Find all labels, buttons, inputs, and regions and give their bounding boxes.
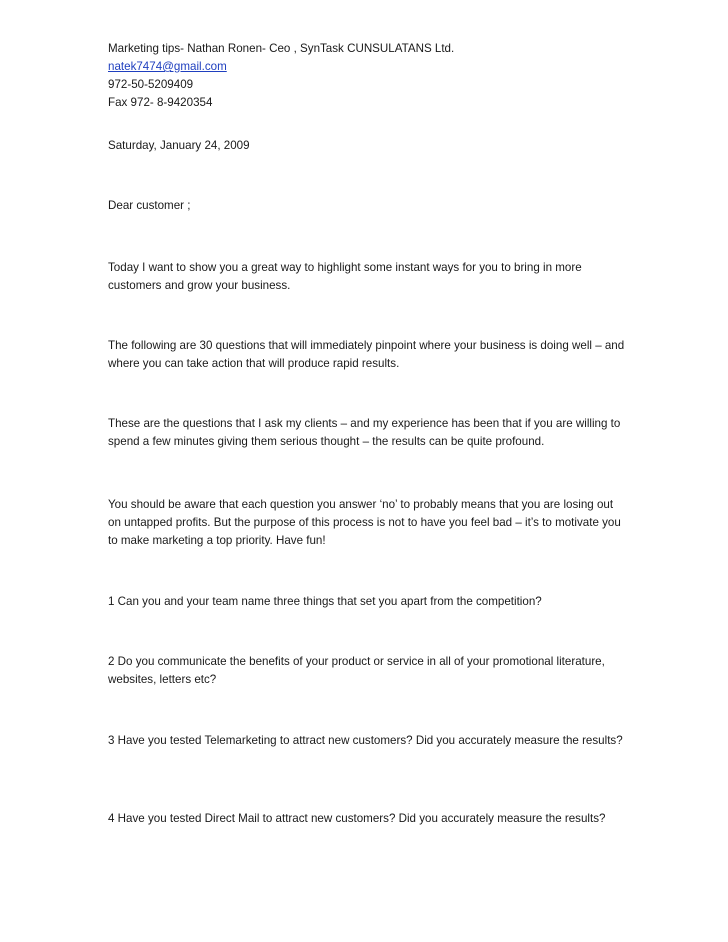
- letter-date: Saturday, January 24, 2009: [108, 139, 250, 152]
- question-item-2: 2 Do you communicate the benefits of your product or service in all of your promotional literature, websites, letters etc?: [108, 655, 605, 686]
- paragraph-awareness: You should be aware that each question you answer ‘no’ to probably means that you are losing out on untapped profits. But the purpose of this process is not to have you feel bad – it’s to motivate you to make marketing a top priority. Have fun!: [108, 498, 621, 547]
- question-item-3: 3 Have you tested Telemarketing to attract new customers? Did you accurately measure the results?: [108, 734, 623, 747]
- salutation: Dear customer ;: [108, 199, 191, 212]
- paragraph-client-experience: These are the questions that I ask my clients – and my experience has been that if you are willing to spend a few minutes giving them serious thought – the results can be quite profound.: [108, 417, 621, 448]
- fax-number: Fax 972- 8-9420354: [108, 96, 213, 109]
- paragraph-intro: Today I want to show you a great way to highlight some instant ways for you to bring in more customers and grow your business.: [108, 261, 582, 292]
- paragraph-questions-overview: The following are 30 questions that will immediately pinpoint where your business is doing well – and where you can take action that will produce rapid results.: [108, 339, 625, 370]
- email-link[interactable]: natek7474@gmail.com: [108, 60, 227, 73]
- question-item-4: 4 Have you tested Direct Mail to attract new customers? Did you accurately measure the results?: [108, 812, 606, 825]
- question-item-1: 1 Can you and your team name three things that set you apart from the competition?: [108, 595, 542, 608]
- header-title: Marketing tips- Nathan Ronen- Ceo , SynTask CUNSULATANS Ltd.: [108, 42, 455, 55]
- phone-number: 972-50-5209409: [108, 78, 194, 91]
- letter-header: [108, 40, 628, 112]
